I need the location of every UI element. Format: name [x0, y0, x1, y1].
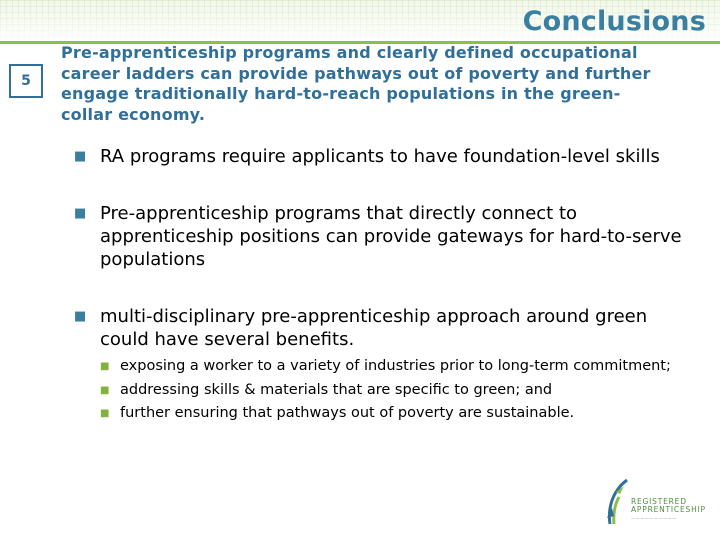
- sub-bullet-list: [74, 357, 684, 424]
- list-item: [74, 145, 684, 168]
- logo-line-2: APPRENTICESHIP: [631, 505, 706, 514]
- intro-statement: Pre-apprenticeship programs and clearly defined occupational career ladders can provide pathways out of poverty and further engage traditionally hard-to-reach populations in the green-collar economy.: [61, 43, 651, 124]
- square-bullet-icon: ■: [100, 408, 110, 419]
- sub-bullet-text: exposing a worker to a variety of industries prior to long-term commitment;: [120, 358, 671, 374]
- square-bullet-icon: ■: [100, 384, 110, 396]
- bullet-text: Pre-apprenticeship programs that directly connect to apprenticeship positions can provide gateways for hard-to-serve populations: [100, 203, 682, 270]
- logo-tagline-mark: ——————————: [631, 516, 677, 521]
- sub-list-item: [100, 404, 684, 424]
- slide-number-badge: [9, 64, 43, 98]
- sub-list-item: [100, 357, 684, 377]
- bullet-text: RA programs require applicants to have foundation-level skills: [100, 146, 660, 167]
- slide-number: 5: [21, 73, 31, 89]
- sub-list-item: [100, 381, 684, 401]
- list-item: [74, 202, 684, 271]
- registered-apprenticeship-logo: [602, 478, 706, 528]
- square-bullet-icon: ■: [100, 361, 110, 372]
- list-item: [74, 305, 684, 351]
- slide-title: Conclusions: [522, 6, 706, 37]
- bullet-list: [74, 145, 684, 428]
- sub-bullet-text: further ensuring that pathways out of poverty are sustainable.: [120, 405, 575, 421]
- square-bullet-icon: ■: [74, 149, 87, 164]
- logo-wordmark: [631, 498, 706, 514]
- apprenticeship-logo-icon: [602, 478, 630, 526]
- square-bullet-icon: ■: [74, 309, 87, 324]
- logo-line-1: REGISTERED: [631, 497, 687, 506]
- sub-bullet-text: addressing skills & materials that are specific to green; and: [120, 381, 553, 398]
- square-bullet-icon: ■: [74, 206, 87, 221]
- bullet-text: multi-disciplinary pre-apprenticeship approach around green could have several benefits.: [100, 306, 648, 350]
